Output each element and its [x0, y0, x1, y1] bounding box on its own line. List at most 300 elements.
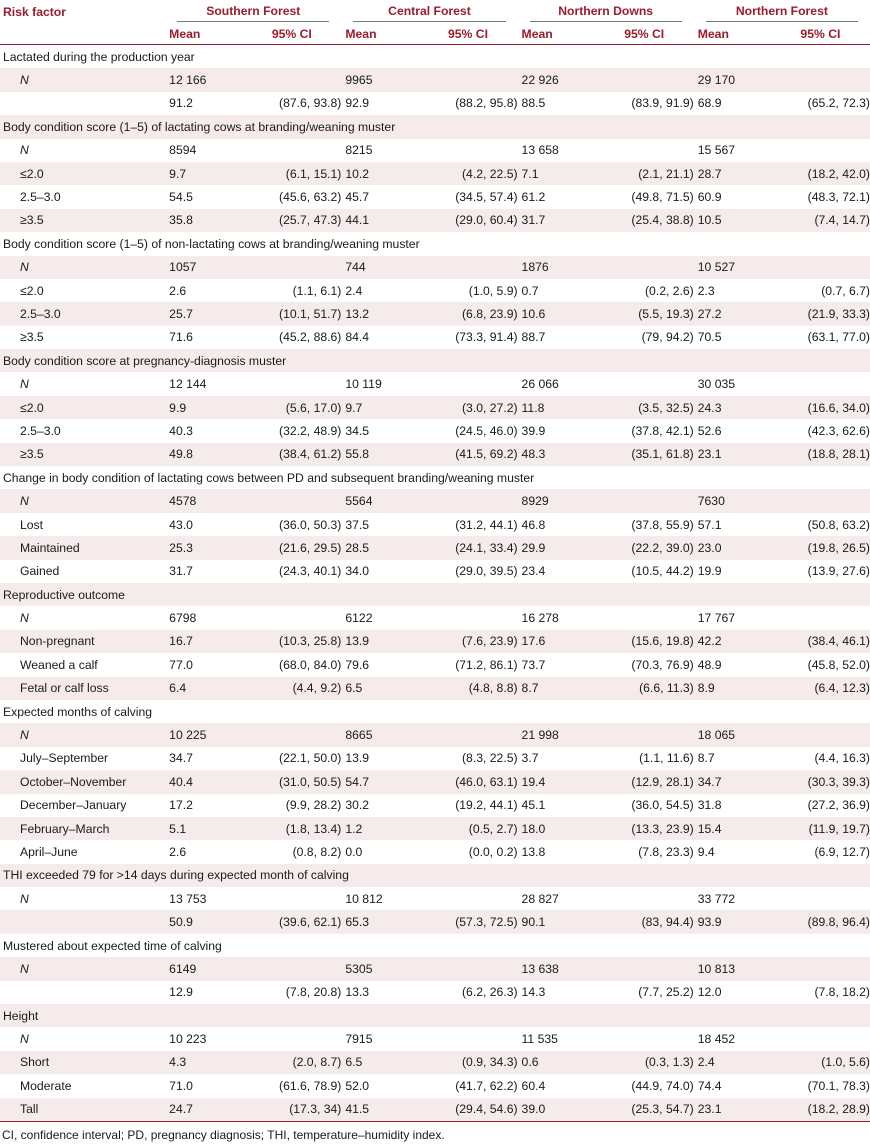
mean-cell: 0.7: [521, 283, 539, 298]
table-row: [0, 489, 870, 512]
ci-cell: (7.8, 23.3): [638, 844, 694, 859]
ci-cell: [595, 489, 694, 512]
row-label: N: [0, 68, 165, 91]
section-title: Reproductive outcome: [0, 583, 870, 606]
table-row: [0, 326, 870, 349]
ci-cell: [418, 606, 517, 629]
mean-cell: 6.4: [165, 677, 242, 700]
mean-cell: 60.4: [521, 1078, 546, 1093]
ci-cell: [242, 723, 341, 746]
ci-cell: [595, 1027, 694, 1050]
ci-cell: (25.7, 47.3): [242, 209, 341, 232]
mean-cell: 2.6: [169, 844, 187, 859]
ci-cell: (19.2, 44.1): [455, 798, 518, 813]
table-row: [0, 396, 870, 419]
mean-cell: 744: [341, 256, 418, 279]
mean-cell: 55.8: [341, 443, 418, 466]
section-row: [0, 232, 870, 255]
mean-cell: 29 170: [694, 68, 771, 91]
mean-cell: 31.7: [169, 564, 193, 579]
ci-cell: [242, 372, 341, 395]
table-row: [0, 677, 870, 700]
ci-cell: (6.4, 12.3): [771, 677, 870, 700]
ci-cell: (89.8, 96.4): [771, 910, 870, 933]
mean-cell: 8.7: [518, 677, 595, 700]
mean-cell: 10 223: [169, 1032, 207, 1047]
mean-cell: 23.0: [694, 536, 771, 559]
row-label: Maintained: [0, 536, 165, 559]
mean-cell: 48.3: [518, 443, 595, 466]
row-label: N: [20, 891, 29, 906]
mean-cell: 5.1: [165, 817, 242, 840]
ci-cell: (7.6, 23.9): [418, 630, 517, 653]
ci-cell: (39.6, 62.1): [242, 910, 341, 933]
row-label: October–November: [0, 770, 165, 793]
mean-cell: 23.1: [694, 443, 771, 466]
ci-cell: [418, 489, 517, 512]
table-row: [0, 887, 870, 910]
row-label: ≤2.0: [20, 283, 44, 298]
table-row: [0, 372, 870, 395]
ci-cell: (2.0, 8.7): [242, 1051, 341, 1074]
row-label: Lost: [20, 517, 44, 532]
mean-cell: 93.9: [694, 910, 771, 933]
mean-cell: 1876: [518, 256, 595, 279]
ci-cell: (6.6, 11.3): [595, 677, 694, 700]
table-row: [0, 1074, 870, 1097]
section-title: Body condition score (1–5) of lactating cows at branding/weaning muster: [0, 115, 870, 138]
ci-cell: (83.9, 91.9): [631, 96, 694, 111]
mean-cell: 92.9: [345, 96, 370, 111]
table-row: [0, 794, 870, 817]
ci-cell: (7.8, 18.2): [814, 985, 870, 1000]
mean-cell: 2.4: [694, 1051, 771, 1074]
ci-cell: (57.3, 72.5): [418, 910, 517, 933]
mean-cell: 4.3: [165, 1051, 242, 1074]
section-title: Lactated during the production year: [3, 49, 195, 64]
mean-cell: 57.1: [697, 517, 722, 532]
ci-header: 95% CI: [800, 27, 841, 41]
row-label: Weaned a calf: [20, 657, 98, 672]
ci-cell: (6.8, 23.9): [418, 302, 517, 325]
mean-cell: 2.6: [169, 283, 187, 298]
ci-cell: [595, 723, 694, 746]
table-row: [0, 957, 870, 980]
ci-cell: (0.7, 6.7): [821, 283, 870, 298]
mean-cell: 13.9: [345, 751, 370, 766]
mean-cell: 9.4: [697, 844, 715, 859]
mean-cell: 6.5: [341, 677, 418, 700]
ci-cell: (21.6, 29.5): [242, 536, 341, 559]
ci-cell: (19.8, 26.5): [771, 536, 870, 559]
ci-cell: (6.1, 15.1): [242, 162, 341, 185]
ci-header: 95% CI: [271, 27, 312, 41]
mean-cell: 30.2: [345, 798, 370, 813]
ci-header: 95% CI: [448, 27, 488, 41]
section-title: Body condition score at pregnancy-diagnosis muster: [0, 349, 870, 372]
mean-cell: 8594: [169, 143, 197, 158]
mean-cell: 1057: [165, 256, 242, 279]
table-row: [0, 910, 870, 933]
mean-cell: 10 225: [165, 723, 242, 746]
section-row: [0, 466, 870, 489]
ci-cell: (9.9, 28.2): [285, 798, 342, 813]
mean-cell: 0.0: [345, 844, 363, 859]
table-row: [0, 840, 870, 863]
table-row: [0, 1027, 870, 1050]
ci-cell: (32.2, 48.9): [279, 423, 342, 438]
ci-cell: (7.8, 20.8): [285, 985, 342, 1000]
mean-cell: 13 658: [521, 143, 559, 158]
mean-cell: 9.9: [165, 396, 242, 419]
mean-cell: 10 812: [345, 891, 383, 906]
mean-cell: 25.7: [165, 302, 242, 325]
ci-cell: (70.1, 78.3): [807, 1078, 870, 1093]
ci-cell: (7.7, 25.2): [638, 985, 694, 1000]
mean-cell: 52.0: [345, 1078, 370, 1093]
table-row: [0, 606, 870, 629]
mean-cell: 31.7: [518, 209, 595, 232]
mean-cell: 10 119: [345, 377, 382, 392]
ci-cell: (0.0, 0.2): [468, 844, 518, 859]
mean-cell: 27.2: [694, 302, 771, 325]
mean-cell: 71.6: [169, 330, 193, 345]
row-label: Non-pregnant: [0, 630, 165, 653]
mean-cell: 10.5: [694, 209, 771, 232]
ci-cell: (65.2, 72.3): [807, 96, 870, 111]
mean-cell: 9.7: [165, 162, 242, 185]
ci-cell: [418, 68, 517, 91]
mean-cell: 42.2: [694, 630, 771, 653]
ci-cell: (41.7, 62.2): [455, 1078, 518, 1093]
ci-cell: (3.0, 27.2): [418, 396, 517, 419]
ci-cell: [771, 139, 870, 162]
ci-cell: (7.4, 14.7): [771, 209, 870, 232]
mean-cell: 13.3: [345, 985, 370, 1000]
ci-cell: [771, 68, 870, 91]
table-row: [0, 68, 870, 91]
ci-cell: (10.3, 25.8): [242, 630, 341, 653]
mean-cell: 61.2: [521, 190, 546, 205]
region-header: [694, 0, 870, 24]
mean-cell: 54.7: [341, 770, 418, 793]
mean-cell: 48.9: [697, 657, 722, 672]
mean-cell: 34.7: [694, 770, 771, 793]
ci-cell: (46.0, 63.1): [418, 770, 517, 793]
row-label: N: [0, 957, 165, 980]
section-row: [0, 45, 870, 69]
mean-cell: 17.2: [169, 798, 193, 813]
mean-cell: 29.9: [518, 536, 595, 559]
mean-cell: 21 998: [518, 723, 595, 746]
ci-cell: (4.8, 8.8): [418, 677, 517, 700]
region-southern-forest: Southern Forest: [177, 2, 329, 22]
table-row: [0, 536, 870, 559]
ci-cell: (8.3, 22.5): [461, 751, 518, 766]
ci-cell: (18.8, 28.1): [771, 443, 870, 466]
ci-cell: (27.2, 36.9): [807, 798, 870, 813]
ci-cell: [418, 372, 517, 395]
row-label: ≤2.0: [0, 396, 165, 419]
row-label: [0, 981, 165, 1004]
mean-cell: 88.7: [521, 330, 546, 345]
section-title: Expected months of calving: [3, 704, 153, 719]
ci-cell: (10.5, 44.2): [631, 564, 694, 579]
mean-cell: 13.2: [341, 302, 418, 325]
mean-cell: 13.9: [341, 630, 418, 653]
mean-cell: 8929: [518, 489, 595, 512]
ci-cell: [242, 606, 341, 629]
section-title: Mustered about expected time of calving: [3, 938, 222, 953]
table-row: [0, 560, 870, 583]
row-label: [0, 92, 165, 115]
mean-cell: 2.3: [697, 283, 715, 298]
mean-cell: 23.1: [694, 1098, 771, 1122]
mean-cell: 13 638: [518, 957, 595, 980]
ci-cell: [242, 68, 341, 91]
mean-cell: 4578: [165, 489, 242, 512]
mean-cell: 3.7: [521, 751, 539, 766]
ci-cell: [242, 489, 341, 512]
mean-cell: 16 278: [521, 611, 559, 626]
mean-cell: 33 772: [697, 891, 736, 906]
ci-cell: (10.1, 51.7): [242, 302, 341, 325]
table-row: [0, 185, 870, 208]
mean-cell: 12 166: [165, 68, 242, 91]
mean-cell: 40.4: [165, 770, 242, 793]
ci-cell: (38.4, 46.1): [771, 630, 870, 653]
ci-cell: (15.6, 19.8): [595, 630, 694, 653]
ci-cell: (73.3, 91.4): [455, 330, 518, 345]
ci-cell: (70.3, 76.9): [631, 657, 694, 672]
row-label: Short: [0, 1051, 165, 1074]
ci-cell: [595, 68, 694, 91]
section-row: [0, 583, 870, 606]
ci-cell: (30.3, 39.3): [771, 770, 870, 793]
ci-cell: (63.1, 77.0): [807, 330, 870, 345]
mean-cell: 60.9: [697, 190, 722, 205]
table-row: [0, 302, 870, 325]
row-label: ≥3.5: [0, 443, 165, 466]
mean-cell: 15 567: [697, 143, 736, 158]
mean-cell: 5305: [341, 957, 418, 980]
table-row: [0, 981, 870, 1004]
ci-cell: [242, 957, 341, 980]
table-row: [0, 92, 870, 115]
ci-cell: (22.2, 39.0): [595, 536, 694, 559]
ci-cell: (37.8, 42.1): [631, 423, 694, 438]
mean-cell: 41.5: [341, 1098, 418, 1122]
mean-cell: 8.9: [694, 677, 771, 700]
section-title: Change in body condition of lactating cows between PD and subsequent branding/weaning muster: [3, 470, 535, 485]
mean-cell: 8665: [341, 723, 418, 746]
section-row: [0, 934, 870, 957]
row-label: N: [20, 611, 29, 626]
mean-cell: 37.5: [345, 517, 370, 532]
ci-cell: [771, 606, 870, 629]
section-title: Body condition score (1–5) of non-lactating cows at branding/weaning muster: [3, 236, 420, 251]
mean-cell: 6149: [165, 957, 242, 980]
ci-cell: [771, 256, 870, 279]
ci-cell: (13.9, 27.6): [807, 564, 870, 579]
ci-cell: (48.3, 72.1): [807, 190, 870, 205]
mean-cell: 35.8: [165, 209, 242, 232]
mean-cell: 65.3: [341, 910, 418, 933]
section-row: [0, 349, 870, 372]
mean-cell: 13.8: [521, 844, 546, 859]
ci-cell: (31.2, 44.1): [455, 517, 518, 532]
ci-cell: [418, 723, 517, 746]
mean-cell: 31.8: [697, 798, 722, 813]
mean-cell: 24.7: [165, 1098, 242, 1122]
mean-header: Mean: [345, 27, 377, 41]
table-row: [0, 419, 870, 442]
ci-cell: [771, 372, 870, 395]
ci-cell: (0.8, 8.2): [292, 844, 342, 859]
row-label: February–March: [0, 817, 165, 840]
section-title: THI exceeded 79 for >14 days during expected month of calving: [0, 864, 870, 887]
mean-cell: 25.3: [165, 536, 242, 559]
region-header: [341, 0, 517, 24]
mean-cell: 28.7: [694, 162, 771, 185]
mean-cell: 26 066: [521, 377, 559, 392]
ci-cell: (83, 94.4): [595, 910, 694, 933]
table-row: [0, 770, 870, 793]
ci-cell: (38.4, 61.2): [242, 443, 341, 466]
row-label: Fetal or calf loss: [0, 677, 165, 700]
ci-cell: (12.9, 28.1): [595, 770, 694, 793]
ci-cell: [771, 489, 870, 512]
row-label: December–January: [20, 798, 127, 813]
row-label: N: [20, 143, 29, 158]
section-row: [0, 1004, 870, 1027]
region-northern-downs: Northern Downs: [530, 2, 682, 22]
ci-cell: (18.2, 42.0): [771, 162, 870, 185]
table-body: [0, 45, 870, 1122]
ci-cell: (0.9, 34.3): [418, 1051, 517, 1074]
ci-cell: [418, 139, 517, 162]
mean-cell: 34.0: [345, 564, 370, 579]
ci-cell: [771, 957, 870, 980]
table-row: [0, 443, 870, 466]
mean-cell: 73.7: [521, 657, 546, 672]
table-row: [0, 723, 870, 746]
mean-cell: 12.9: [169, 985, 193, 1000]
mean-cell: 28.5: [341, 536, 418, 559]
ci-cell: [595, 139, 694, 162]
region-central-forest: Central Forest: [353, 2, 505, 22]
mean-header: Mean: [169, 27, 201, 41]
ci-cell: (34.5, 57.4): [455, 190, 518, 205]
ci-cell: (68.0, 84.0): [279, 657, 342, 672]
row-label: ≥3.5: [0, 209, 165, 232]
table-row: [0, 630, 870, 653]
ci-cell: [418, 256, 517, 279]
mean-cell: 2.4: [345, 283, 363, 298]
section-row: [0, 115, 870, 138]
ci-cell: [595, 606, 694, 629]
ci-cell: (1.0, 5.6): [771, 1051, 870, 1074]
mean-cell: 23.4: [521, 564, 546, 579]
mean-cell: 10 527: [694, 256, 771, 279]
mean-cell: 39.0: [518, 1098, 595, 1122]
row-label: 2.5–3.0: [20, 423, 61, 438]
ci-cell: (13.3, 23.9): [595, 817, 694, 840]
ci-cell: (24.3, 40.1): [279, 564, 342, 579]
mean-cell: 79.6: [345, 657, 370, 672]
ci-cell: [595, 887, 694, 910]
ci-cell: (31.0, 50.5): [242, 770, 341, 793]
mean-cell: 18 065: [694, 723, 771, 746]
ci-cell: (3.5, 32.5): [595, 396, 694, 419]
row-label: N: [20, 1032, 29, 1047]
mean-cell: 10.2: [341, 162, 418, 185]
mean-cell: 45.1: [521, 798, 546, 813]
ci-cell: [771, 887, 870, 910]
mean-cell: 46.8: [521, 517, 546, 532]
mean-cell: 52.6: [697, 423, 722, 438]
ci-cell: (4.4, 9.2): [242, 677, 341, 700]
ci-cell: (21.9, 33.3): [771, 302, 870, 325]
mean-cell: 6798: [169, 611, 197, 626]
mean-cell: 9.7: [341, 396, 418, 419]
region-northern-forest: Northern Forest: [706, 2, 858, 22]
ci-cell: (45.2, 88.6): [279, 330, 342, 345]
mean-cell: 71.0: [169, 1078, 193, 1093]
ci-cell: (25.4, 38.8): [595, 209, 694, 232]
mean-cell: 77.0: [169, 657, 193, 672]
table-row: [0, 209, 870, 232]
table-row: [0, 513, 870, 536]
row-label: N: [0, 489, 165, 512]
ci-cell: (71.2, 86.1): [455, 657, 518, 672]
row-label: ≥3.5: [20, 330, 44, 345]
table-row: [0, 653, 870, 676]
ci-cell: (29.0, 60.4): [418, 209, 517, 232]
mean-cell: 12.0: [697, 985, 722, 1000]
ci-cell: (29.0, 39.5): [455, 564, 518, 579]
risk-factor-header: Risk factor: [3, 5, 66, 19]
mean-cell: 74.4: [697, 1078, 722, 1093]
ci-cell: (24.1, 33.4): [418, 536, 517, 559]
region-header: [165, 0, 341, 24]
mean-cell: 22 926: [518, 68, 595, 91]
mean-cell: 54.5: [169, 190, 193, 205]
ci-cell: (35.1, 61.8): [595, 443, 694, 466]
ci-cell: (0.3, 1.3): [595, 1051, 694, 1074]
ci-cell: (44.9, 74.0): [631, 1078, 694, 1093]
ci-cell: (41.5, 69.2): [418, 443, 517, 466]
mean-cell: 17 767: [697, 611, 736, 626]
mean-cell: 6.5: [341, 1051, 418, 1074]
mean-cell: 70.5: [697, 330, 722, 345]
ci-cell: (25.3, 54.7): [595, 1098, 694, 1122]
table-row: [0, 139, 870, 162]
ci-cell: [242, 1027, 341, 1050]
mean-cell: 7630: [694, 489, 771, 512]
row-label: N: [0, 723, 165, 746]
ci-cell: (18.2, 28.9): [771, 1098, 870, 1122]
mean-cell: 88.5: [521, 96, 546, 111]
mean-cell: 91.2: [169, 96, 193, 111]
ci-cell: (49.8, 71.5): [631, 190, 694, 205]
ci-cell: (6.9, 12.7): [814, 844, 870, 859]
ci-cell: [771, 1027, 870, 1050]
table-row: [0, 1051, 870, 1074]
mean-cell: 30 035: [697, 377, 736, 392]
row-label: Moderate: [20, 1078, 72, 1093]
table-row: [0, 162, 870, 185]
